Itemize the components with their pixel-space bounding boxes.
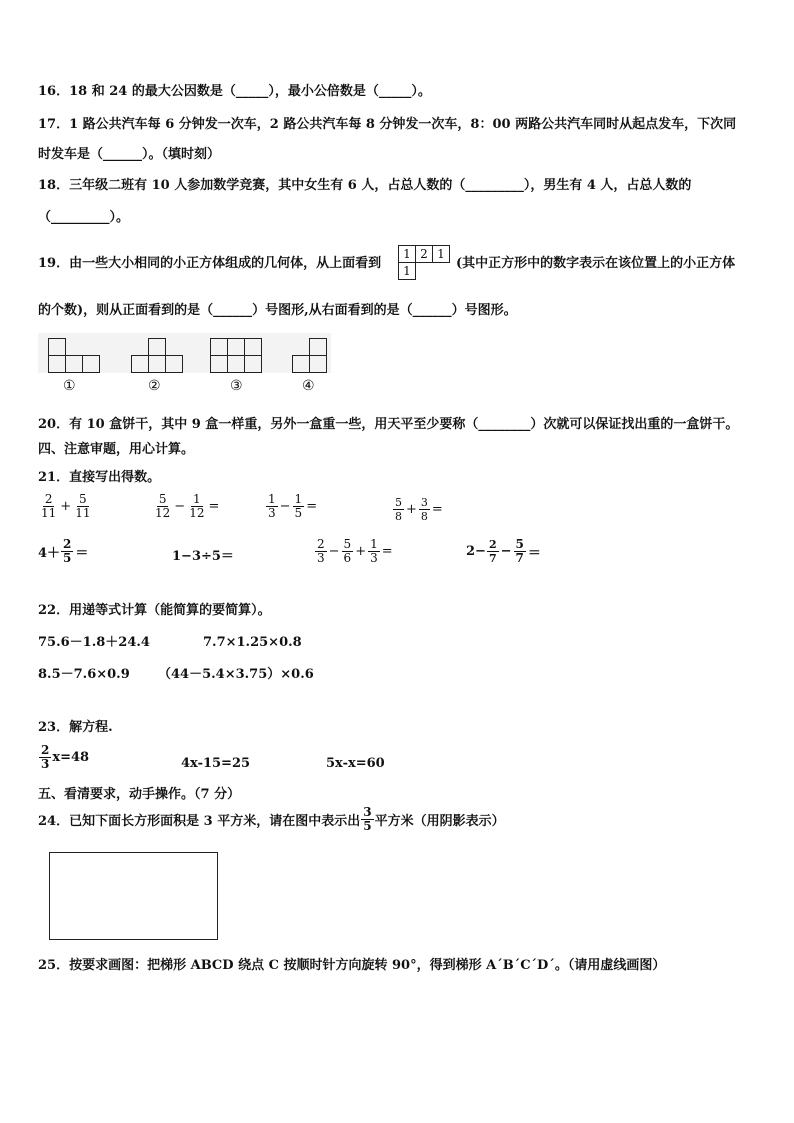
q23-equation-2: 4x-15=25 — [181, 756, 251, 771]
q21-expr-b: $\frac{5}{12}$ − $\frac{1}{12}$ = — [155, 492, 220, 520]
figure-4-cell — [309, 338, 327, 356]
figure-3-cell — [244, 355, 262, 373]
question-21: 21．直接写出得数。 — [38, 470, 161, 485]
question-17-line1: 17．1 路公共汽车每 6 分钟发一次车，2 路公共汽车每 8 分钟发一次车，8：00 两路公共汽车同时从起点发车，下次同 — [38, 117, 737, 132]
figure-2-cell — [131, 355, 149, 373]
q21-expr-e: 4＋ $\frac{2}{5}$ ＝ — [38, 537, 89, 565]
question-20: 20．有 10 盒饼干，其中 9 盒一样重，另外一盒重一些，用天平至少要称（________）次就可以保证找出重的一盒饼干。 — [38, 417, 739, 432]
question-23: 23．解方程. — [38, 720, 113, 735]
figure-2-cell — [148, 355, 166, 373]
figure-2-cell — [148, 338, 166, 356]
question-18-line2: （_________）。 — [38, 210, 130, 225]
q23-equation-3: 5x-x=60 — [326, 756, 385, 771]
q21-expr-h: 2− $\frac{2}{7}$ − $\frac{5}{7}$ ＝ — [466, 537, 541, 565]
q22-expr: （44－5.4×3.75）×0.6 — [158, 667, 314, 682]
question-18-line1: 18．三年级二班有 10 人参加数学竞赛，其中女生有 6 人，占总人数的（_________），男生有 4 人，占总人数的 — [38, 178, 692, 193]
figure-3-cell — [227, 355, 245, 373]
question-24: 24．已知下面长方形面积是 3 平方米，请在图中表示出 $\frac{3}{5}$ 平方米（用阴影表示） — [38, 805, 505, 833]
figure-3-cell — [210, 355, 228, 373]
q22-expr: 7.7×1.25×0.8 — [203, 635, 302, 650]
figure-1-cell — [48, 355, 66, 373]
figure-3-cell — [210, 338, 228, 356]
q21-expr-a: $\frac{2}{11}$ + $\frac{5}{11}$ — [41, 492, 91, 520]
question-19-line2: 的个数)，则从正面看到的是（______）号图形,从右面看到的是（______）号图形。 — [38, 303, 517, 318]
figure-4-cell — [292, 355, 310, 373]
option-label-1: ① — [63, 378, 76, 394]
question-16: 16．18 和 24 的最大公因数是（_____），最小公倍数是（_____）。 — [38, 84, 431, 99]
question-22: 22．用递等式计算（能简算的要简算）。 — [38, 603, 271, 618]
question-19-intro: 19．由一些大小相同的小正方体组成的几何体，从上面看到 — [38, 256, 382, 271]
q21-expr-c: $\frac{1}{3}$ − $\frac{1}{5}$ = — [268, 492, 318, 520]
rectangle-figure — [49, 852, 218, 940]
section-5-heading: 五、看清要求，动手操作。（7 分） — [38, 787, 241, 802]
option-label-2: ② — [148, 378, 161, 394]
top-view-cell: 1 — [398, 245, 416, 263]
question-17-line2: 时发车是（______）。（填时刻） — [38, 147, 221, 162]
top-view-cell: 2 — [415, 245, 433, 263]
q22-expr: 8.5－7.6×0.9 — [38, 667, 130, 682]
q21-expr-f: 1−3÷5＝ — [172, 549, 234, 564]
figure-1-cell — [48, 338, 66, 356]
figure-4-cell — [309, 355, 327, 373]
top-view-cell: 1 — [432, 245, 450, 263]
figure-3-cell — [227, 338, 245, 356]
top-view-cell: 1 — [398, 262, 416, 280]
q21-expr-g: $\frac{2}{3}$ − $\frac{5}{6}$ + $\frac{1}{3}$ = — [317, 537, 393, 565]
option-label-3: ③ — [230, 378, 243, 394]
option-label-4: ④ — [302, 378, 315, 394]
figure-1-cell — [82, 355, 100, 373]
q23-equation-1: $\frac{2}{3}$ x=48 — [41, 743, 90, 771]
section-4-heading: 四、注意审题，用心计算。 — [38, 442, 195, 457]
question-25: 25．按要求画图：把梯形 ABCD 绕点 C 按顺时针方向旋转 90°，得到梯形 A´B´C´D´。（请用虚线画图） — [38, 958, 666, 973]
figure-1-cell — [65, 355, 83, 373]
figure-2-cell — [165, 355, 183, 373]
q22-expr: 75.6－1.8＋24.4 — [38, 635, 150, 650]
q21-expr-d: $\frac{5}{8}$ + $\frac{3}{8}$ = — [395, 496, 443, 523]
question-19-note: (其中正方形中的数字表示在该位置上的小正方体 — [456, 256, 736, 271]
figure-3-cell — [244, 338, 262, 356]
